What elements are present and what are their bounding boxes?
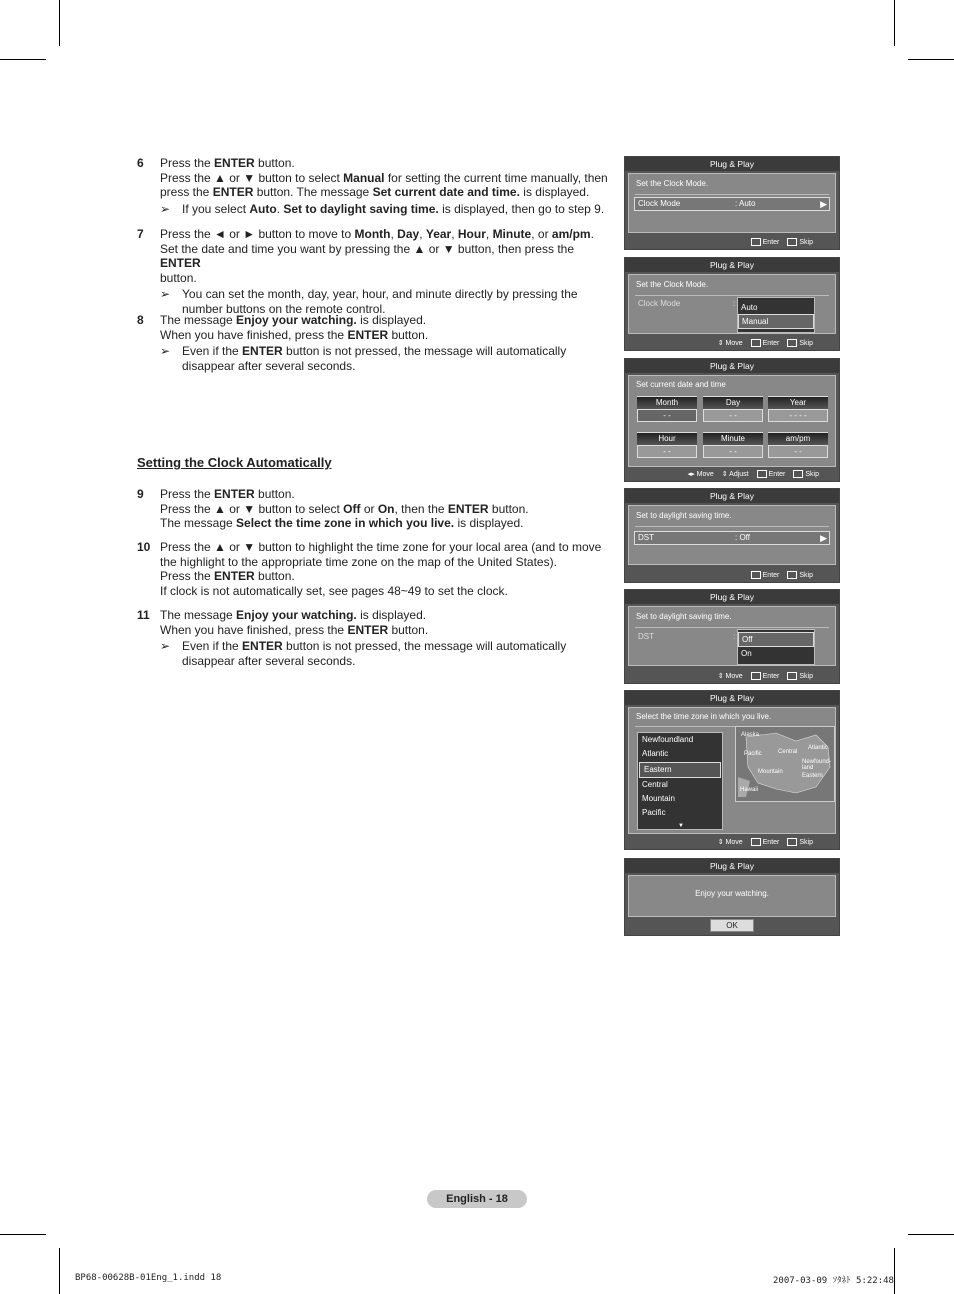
month-cell[interactable]: Month - - [637,396,697,422]
enter-hint: Enter [757,471,786,478]
osd-dst-off [624,488,840,583]
skip-icon [787,238,797,246]
osd-body [628,173,836,233]
step-line: If clock is not automatically set, see pages 48~49 to set the clock. [160,583,508,598]
move-hint: ⇕ Move [717,339,743,347]
step-line: Press the ENTER button. [160,487,295,501]
step-line: The message Select the time zone in which you live. is displayed. [160,516,524,531]
osd-date-time [624,358,840,482]
field-colon: : [733,299,736,308]
divider [635,295,829,296]
skip-hint: Skip [787,673,813,680]
clock-mode-field[interactable] [634,197,830,211]
step-8 [137,313,617,373]
section-heading: Setting the Clock Automatically [137,455,332,470]
step-number: 11 [137,608,150,622]
enter-hint: Enter [751,839,780,846]
enter-icon [751,339,761,347]
note-arrow-icon: ➢ [160,639,171,654]
step-number: 6 [137,156,144,170]
step-9 [137,487,617,531]
osd-message: Select the time zone in which you live. [636,712,772,721]
step-10 [137,540,617,598]
option-on[interactable]: On [741,649,752,658]
crop-mark [908,1234,954,1235]
move-hint: ◂▸ Move [687,470,714,478]
osd-enjoy [624,858,840,936]
divider [635,194,829,195]
time-zone-list[interactable] [637,732,723,830]
osd-footer [743,238,813,246]
clock-mode-dropdown[interactable] [737,297,815,333]
map-label-newfoundland: Newfound-land [802,759,832,771]
right-arrow-icon: ▶ [820,533,827,543]
osd-message: Set to daylight saving time. [636,612,732,621]
osd-body [628,375,836,467]
osd-title: Plug & Play [625,489,839,503]
osd-title: Plug & Play [625,590,839,604]
skip-icon [787,571,797,579]
print-slug-right: 2007-03-09 ｿﾀﾈﾄ 5:22:48 [773,1276,894,1286]
zone-newfoundland[interactable]: Newfoundland [642,735,694,744]
crop-mark [894,1248,895,1294]
day-cell[interactable]: Day - - [703,396,763,422]
crop-mark [59,0,60,46]
osd-body [628,274,836,334]
step-11 [137,608,617,668]
divider [635,526,829,527]
osd-clock-mode-list [624,257,840,351]
field-value: : Auto [735,199,756,208]
enter-icon [751,238,761,246]
time-zone-map [735,726,835,802]
option-auto[interactable]: Auto [741,303,758,312]
step-6 [137,156,617,216]
enter-icon [751,838,761,846]
enter-hint: Enter [751,572,780,579]
osd-message: Set the Clock Mode. [636,179,709,188]
field-label: DST [638,632,654,641]
crop-mark [908,59,954,60]
step-line: Press the ◄ or ► button to move to Month, Day, Year, Hour, Minute, or am/pm. [160,227,594,241]
skip-icon [793,470,803,478]
crop-mark [0,1234,46,1235]
move-hint: ⇕ Move [717,672,743,680]
skip-icon [787,838,797,846]
year-cell[interactable]: Year - - - - [768,396,828,422]
step-line: Set the date and time you want by pressing the ▲ or ▼ button, then press the ENTER [160,241,574,271]
crop-mark [894,0,895,46]
ampm-cell[interactable]: am/pm - - [768,432,828,458]
enter-icon [757,470,767,478]
right-arrow-icon: ▶ [820,199,827,209]
note-arrow-icon: ➢ [160,287,171,302]
osd-title: Plug & Play [625,359,839,373]
osd-footer [680,470,819,478]
step-line: Press the ▲ or ▼ button to select Off or On, then the ENTER button. [160,501,529,516]
step-number: 7 [137,227,144,241]
option-manual[interactable]: Manual [738,314,814,329]
field-value: : Off [735,533,750,542]
enter-hint: Enter [751,340,780,347]
skip-icon [787,672,797,680]
osd-footer [710,672,813,680]
skip-hint: Skip [793,471,819,478]
map-label-pacific: Pacific [744,751,762,757]
osd-footer [710,339,813,347]
map-label-alaska: Alaska [741,732,760,738]
minute-cell[interactable]: Minute - - [703,432,763,458]
osd-message: Set the Clock Mode. [636,280,709,289]
step-7 [137,227,617,317]
adjust-hint: ⇕ Adjust [721,470,749,478]
osd-time-zone [624,690,840,850]
osd-body [628,505,836,565]
dst-dropdown[interactable] [737,629,815,665]
skip-hint: Skip [787,839,813,846]
osd-clock-mode-auto [624,156,840,250]
field-colon: : [733,632,736,641]
osd-title: Plug & Play [625,691,839,705]
osd-footer [710,838,813,846]
osd-body [628,875,836,917]
step-line: button. [160,270,197,285]
map-label-atlantic: Atlantic [808,745,828,751]
field-label: Clock Mode [638,299,681,308]
step-line: The message Enjoy your watching. is displayed. [160,608,427,622]
map-label-eastern: Eastern [802,773,823,779]
step-number: 9 [137,487,144,501]
step-line: Press the ▲ or ▼ button to select Manual for setting the current time manually, then [160,170,608,185]
osd-body [628,606,836,666]
step-line: Press the ▲ or ▼ button to highlight the time zone for your local area (and to move the highlight to the appropriate time zone on the map of the United States). [160,540,602,569]
osd-message: Set to daylight saving time. [636,511,732,520]
note: ➢ Even if the ENTER button is not pressed, the message will automatically disappear after several seconds. [160,344,567,373]
osd-title: Plug & Play [625,258,839,272]
field-label: DST [638,533,654,542]
step-line: The message Enjoy your watching. is displayed. [160,313,427,327]
zone-central[interactable]: Central [642,779,668,789]
osd-title: Plug & Play [625,157,839,171]
map-label-hawaii: Hawaii [740,787,759,793]
map-label-mountain: Mountain [758,769,783,775]
enter-hint: Enter [751,239,780,246]
scroll-down-icon[interactable]: ▼ [678,823,684,829]
enter-hint: Enter [751,673,780,680]
skip-hint: Skip [787,239,813,246]
option-off[interactable]: Off [738,632,814,647]
page-number: English - 18 [427,1190,527,1208]
divider [635,627,829,628]
crop-mark [59,1248,60,1294]
note: ➢ You can set the month, day, year, hour, and minute directly by pressing the number buttons on the remote control. [160,287,578,316]
zone-atlantic[interactable]: Atlantic [642,749,669,759]
enter-icon [751,571,761,579]
zone-eastern[interactable]: Eastern [639,762,721,778]
osd-title: Plug & Play [625,859,839,873]
note: ➢ Even if the ENTER button is not pressed, the message will automatically disappear after several seconds. [160,639,567,668]
map-label-central: Central [778,749,798,755]
zone-mountain[interactable]: Mountain [642,794,675,804]
move-hint: ⇕ Move [717,838,743,846]
osd-footer [743,571,813,579]
step-line: press the ENTER button. The message Set current date and time. is displayed. [160,185,590,200]
field-label: Clock Mode [638,199,681,208]
osd-dst-list [624,589,840,684]
osd-message: Enjoy your watching. [695,889,769,898]
note: ➢ If you select Auto. Set to daylight saving time. is displayed, then go to step 9. [160,201,605,216]
hour-cell[interactable]: Hour - - [637,432,697,458]
print-slug-left: BP68-00628B-01Eng_1.indd 18 [75,1273,222,1283]
crop-mark [0,59,46,60]
ok-button[interactable]: OK [710,919,754,932]
enter-icon [751,672,761,680]
note-arrow-icon: ➢ [160,201,171,216]
step-line: Press the ENTER button. [160,156,295,170]
step-number: 8 [137,313,144,327]
zone-pacific[interactable]: Pacific [642,808,666,818]
step-line: Press the ENTER button. [160,569,295,584]
skip-hint: Skip [787,572,813,579]
step-number: 10 [137,540,151,554]
step-line: When you have finished, press the ENTER button. [160,622,429,637]
step-line: When you have finished, press the ENTER button. [160,327,429,342]
osd-message: Set current date and time [636,380,726,389]
osd-body [628,707,836,834]
skip-icon [787,339,797,347]
dst-field[interactable] [634,531,830,545]
skip-hint: Skip [787,340,813,347]
note-arrow-icon: ➢ [160,344,171,359]
